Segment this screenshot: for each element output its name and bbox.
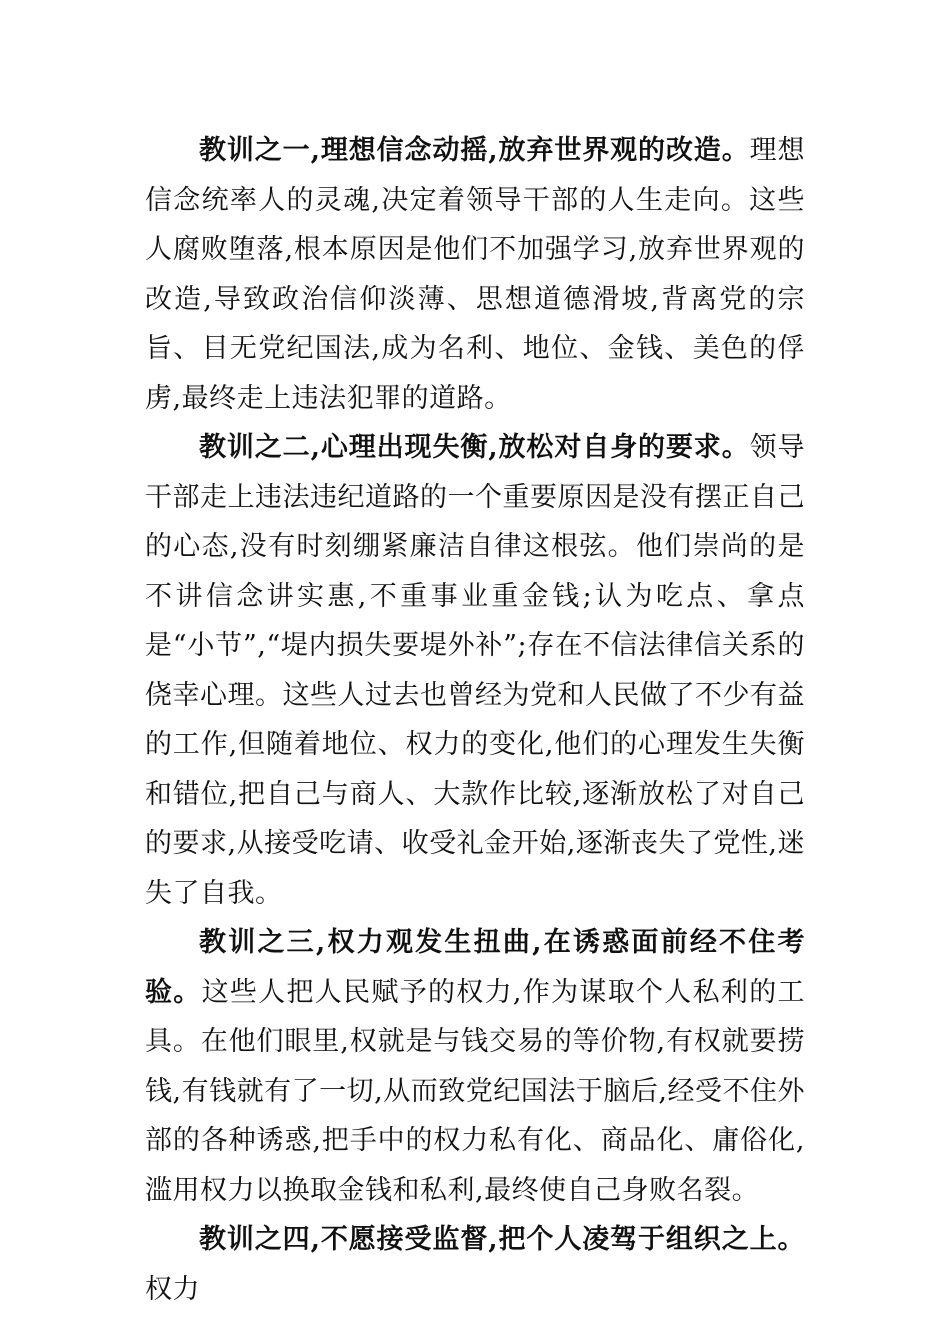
paragraph-lesson-3	[145, 918, 805, 1215]
paragraph-text: 理想信念统率人的灵魂,决定着领导干部的人生走向。这些人腐败堕落,根本原因是他们不加强学习,放弃世界观的改造,导致政治信仰淡薄、思想道德滑坡,背离党的宗旨、目无党纪国法,成为名利、地位、金钱、美色的俘虏,最终走上违法犯罪的道路。	[145, 135, 805, 414]
paragraph-text: 领导干部走上违法违纪道路的一个重要原因是没有摆正自己的心态,没有时刻绷紧廉洁自律这根弦。他们崇尚的是不讲信念讲实惠,不重事业重金钱;认为吃点、拿点是“小节”,“堤内损失要堤外补”;存在不信法律信关系的侥幸心理。这些人过去也曾经为党和人民做了不少有益的工作,但随着地位、权力的变化,他们的心理发生失衡和错位,把自己与商人、大款作比较,逐渐放松了对自己的要求,从接受吃请、收受礼金开始,逐渐丧失了党性,迷失了自我。	[145, 432, 805, 909]
paragraph-lesson-4	[145, 1215, 805, 1314]
paragraph-text: 这些人把人民赋予的权力,作为谋取个人私利的工具。在他们眼里,权就是与钱交易的等价物,有权就要捞钱,有钱就有了一切,从而致党纪国法于脑后,经受不住外部的各种诱惑,把手中的权力私有化、商品化、庸俗化,滥用权力以换取金钱和私利,最终使自己身败名裂。	[145, 976, 805, 1206]
paragraph-text: 权力	[145, 1273, 200, 1305]
paragraph-heading: 教训之三,权力观发生扭曲,在诱惑面前经不住考验。	[145, 927, 805, 1008]
paragraph-lesson-2	[145, 423, 805, 918]
paragraph-lesson-1	[145, 126, 805, 423]
paragraph-heading: 教训之四,不愿接受监督,把个人凌驾于组织之上。	[199, 1224, 805, 1255]
paragraph-heading: 教训之二,心理出现失衡,放松对自身的要求。	[199, 432, 750, 463]
document-body	[145, 126, 805, 1314]
paragraph-heading: 教训之一,理想信念动摇,放弃世界观的改造。	[199, 135, 750, 166]
